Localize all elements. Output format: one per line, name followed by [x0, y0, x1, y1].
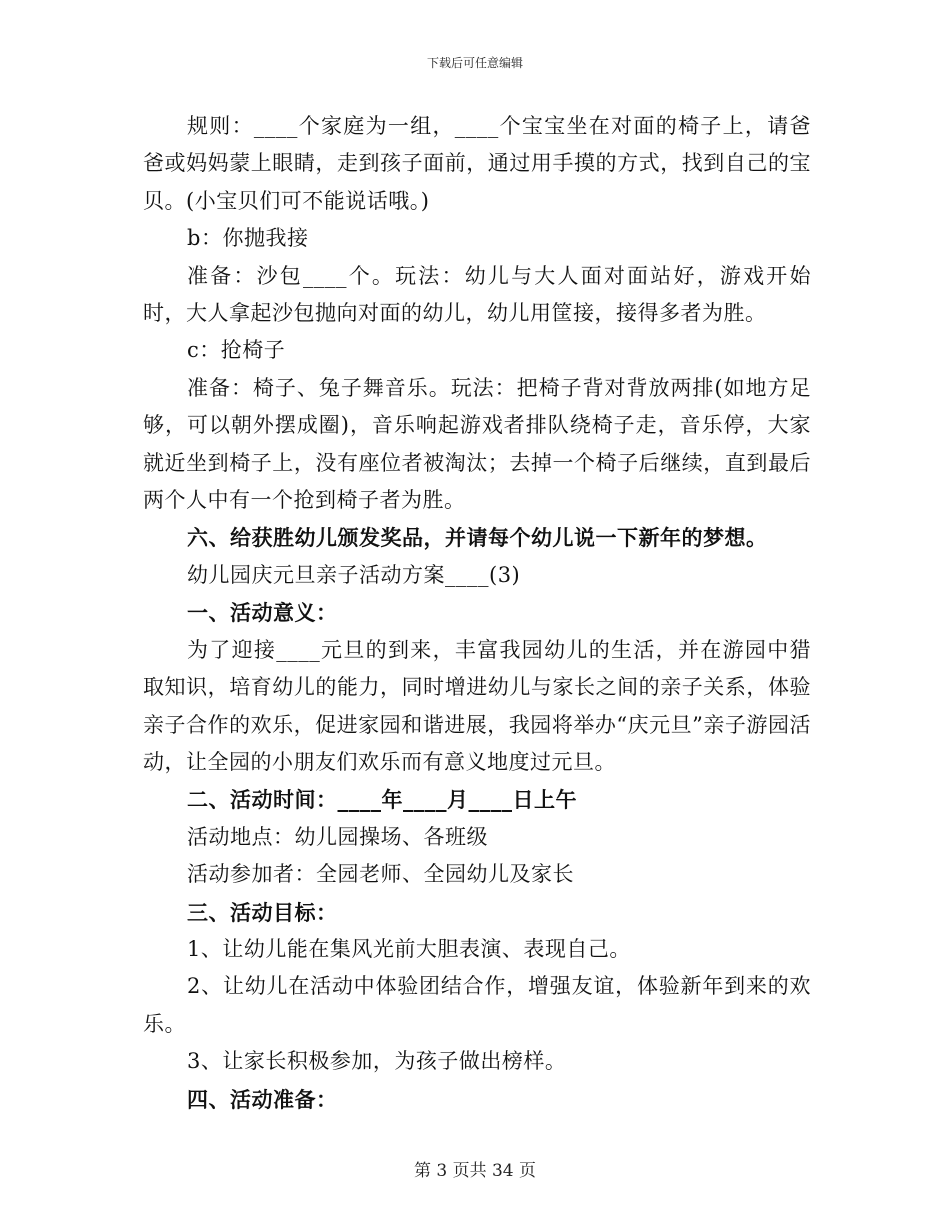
paragraph-game-c-body: 准备：椅子、兔子舞音乐。玩法：把椅子背对背放两排(如地方足够，可以朝外摆成圈)，音乐响起游戏者排队绕椅子走，音乐停，大家就近坐到椅子上，没有座位者被淘汰；去掉一个椅子后继续，直到最后两个人中有一个抢到椅子者为胜。: [143, 375, 811, 513]
paragraph-game-c-title: c：抢椅子: [187, 338, 286, 363]
heading-six: 六、给获胜幼儿颁发奖品，并请每个幼儿说一下新年的梦想。: [187, 525, 768, 551]
goal-item-1: 1、让幼儿能在集风光前大胆表演、表现自己。: [187, 936, 631, 961]
goal-item-3: 3、让家长积极参加，为孩子做出榜样。: [187, 1049, 567, 1074]
goal-item-2: 2、让幼儿在活动中体验团结合作，增强友谊，体验新年到来的欢乐。: [143, 974, 811, 1036]
heading-three: 三、活动目标：: [187, 899, 338, 925]
heading-two: 二、活动时间：____年____月____日上午: [187, 787, 577, 813]
heading-four: 四、活动准备：: [187, 1086, 338, 1112]
heading-one: 一、活动意义：: [187, 600, 338, 626]
document-body: [143, 108, 811, 1118]
paragraph-location: 活动地点：幼儿园操场、各班级: [187, 824, 488, 849]
paragraph-significance: 为了迎接____元旦的到来，丰富我园幼儿的生活，并在游园中猎取知识，培育幼儿的能力，同时增进幼儿与家长之间的亲子关系，体验亲子合作的欢乐，促进家园和谐进展，我园将举办“庆元旦”亲子游园活动，让全园的小朋友们欢乐而有意义地度过元旦。: [143, 637, 811, 774]
paragraph-participants: 活动参加者：全园老师、全园幼儿及家长: [187, 862, 574, 887]
page-footer: 第 3 页共 34 页: [413, 1161, 537, 1181]
paragraph-game-b-body: 准备：沙包____个。玩法：幼儿与大人面对面站好，游戏开始时，大人拿起沙包抛向对面的幼儿，幼儿用筐接，接得多者为胜。: [143, 263, 811, 326]
paragraph-game-b-title: b：你抛我接: [187, 226, 309, 251]
paragraph-rules: 规则：____个家庭为一组，____个宝宝坐在对面的椅子上，请爸爸或妈妈蒙上眼睛，走到孩子面前，通过用手摸的方式，找到自己的宝贝。(小宝贝们可不能说话哦。): [143, 114, 811, 213]
page-header: 下载后可任意编辑: [426, 56, 523, 70]
paragraph-plan-title: 幼儿园庆元旦亲子活动方案____(3): [187, 562, 521, 587]
